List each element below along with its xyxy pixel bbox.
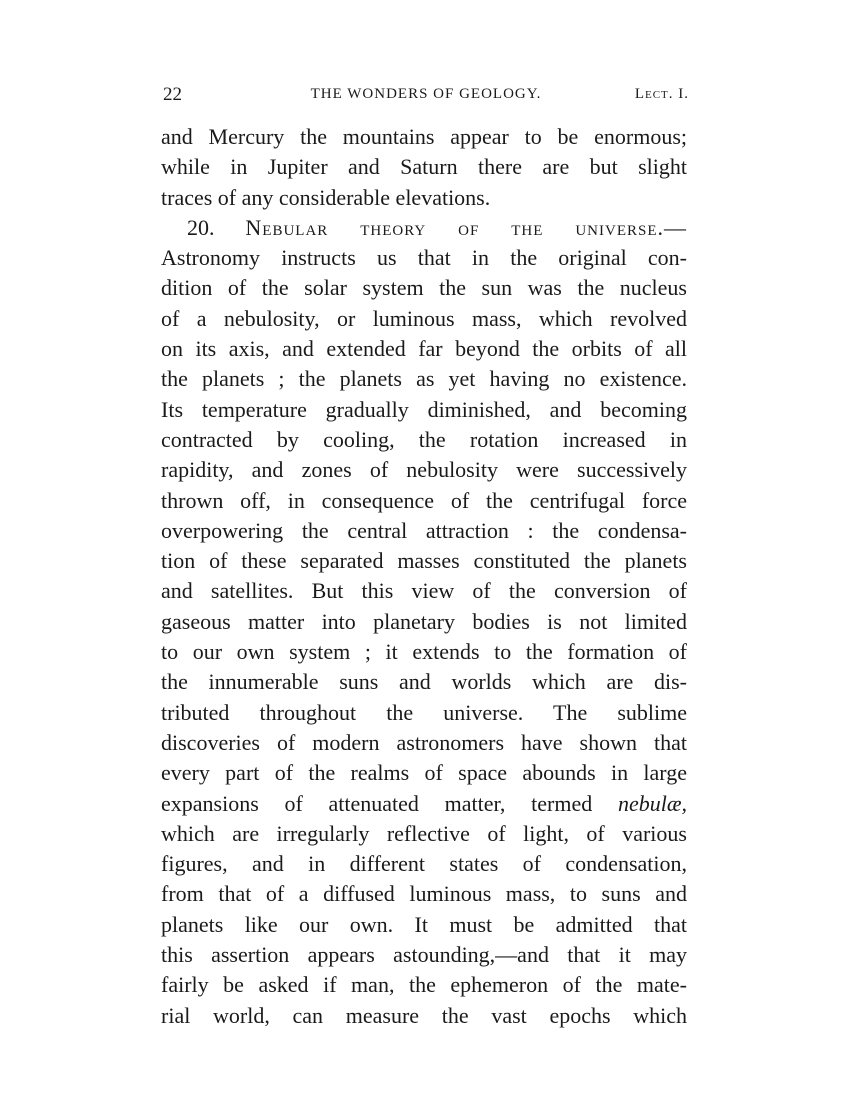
italic-term: nebulæ, — [617, 790, 687, 816]
text-line: while in Jupiter and Saturn there are but slight — [161, 154, 687, 180]
section-title: Nebular theory of the universe.— — [245, 214, 687, 240]
text-line: tion of these separated masses constituted the planets — [161, 548, 687, 574]
text-line: and satellites. But this view of the conversion of — [161, 578, 687, 604]
text-line: rapidity, and zones of nebulosity were successively — [161, 457, 687, 483]
text-line: tributed throughout the universe. The sublime — [161, 699, 687, 725]
text-line: this assertion appears astounding,—and that it may — [161, 942, 687, 968]
text-line: which are irregularly reflective of light, of various — [161, 820, 687, 846]
text-line: overpowering the central attraction : the condensa- — [161, 517, 687, 543]
text-line: Astronomy instructs us that in the original con- — [161, 245, 687, 271]
text-line: from that of a diffused luminous mass, to suns and — [161, 881, 687, 907]
text-line: discoveries of modern astronomers have shown that — [161, 729, 687, 755]
running-head — [163, 84, 689, 108]
text-line: to our own system ; it extends to the formation of — [161, 639, 687, 665]
text-line: dition of the solar system the sun was the nucleus — [161, 275, 687, 301]
text-line: fairly be asked if man, the ephemeron of the mate- — [161, 972, 687, 998]
text-fragment: expansions of attenuated matter, termed — [161, 790, 618, 816]
text-line: and Mercury the mountains appear to be enormous; — [161, 124, 687, 149]
text-line: of a nebulosity, or luminous mass, which revolved — [161, 305, 687, 331]
text-line: the innumerable suns and worlds which are dis- — [161, 669, 687, 695]
text-line: the planets ; the planets as yet having no existence. — [161, 366, 687, 392]
text-line: on its axis, and extended far beyond the orbits of all — [161, 336, 687, 362]
section-number: 20. — [187, 214, 215, 240]
text-line: gaseous matter into planetary bodies is not limited — [161, 608, 687, 634]
page-number: 22 — [163, 84, 182, 105]
lecture-reference: Lect. I. — [634, 86, 689, 102]
text-line: Its temperature gradually diminished, and becoming — [161, 396, 687, 422]
text-line-with-term — [161, 789, 687, 819]
text-line: thrown off, in consequence of the centrifugal force — [161, 487, 687, 513]
body-text — [161, 122, 687, 1031]
text-line: contracted by cooling, the rotation increased in — [161, 426, 687, 452]
text-line: every part of the realms of space abounds in large — [161, 760, 687, 786]
running-title: THE WONDERS OF GEOLOGY. — [310, 86, 542, 102]
text-line: traces of any considerable elevations. — [161, 184, 491, 210]
section-heading — [161, 213, 687, 243]
text-line: figures, and in different states of condensation, — [161, 851, 687, 877]
text-line: rial world, can measure the vast epochs which — [161, 1002, 687, 1028]
text-line: planets like our own. It must be admitted that — [161, 911, 687, 937]
